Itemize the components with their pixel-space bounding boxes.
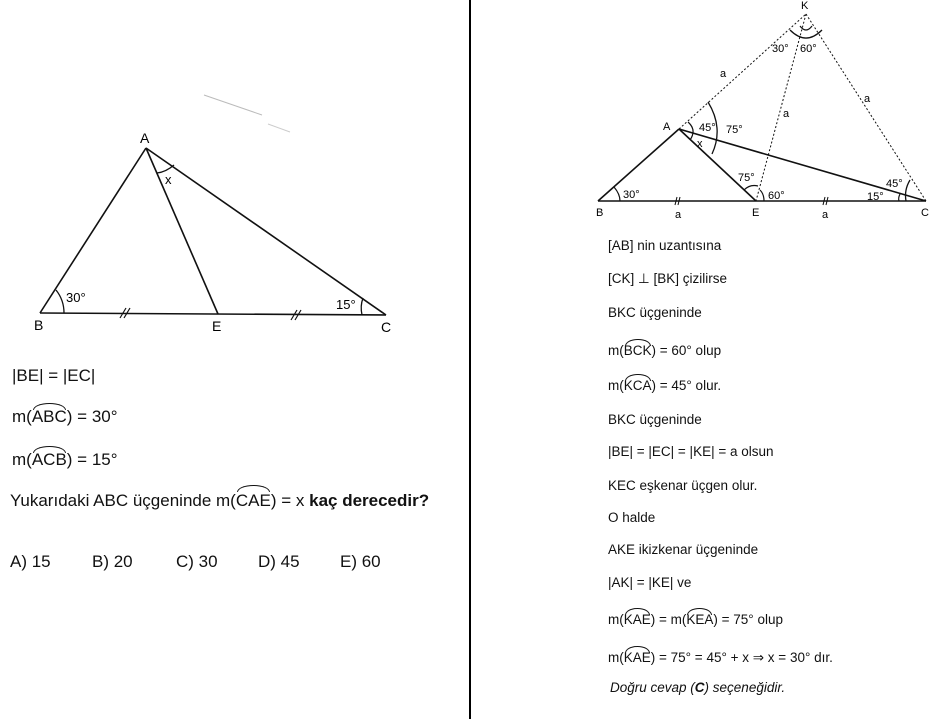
question-post: ) = x (270, 491, 305, 510)
label-e60: 60° (768, 190, 785, 202)
question-figure (0, 0, 469, 345)
dotted-kc (806, 14, 926, 201)
s12-arc: KAE (623, 612, 651, 627)
label-a-ke: a (783, 108, 790, 120)
s12-mid: ) = m( (650, 612, 687, 627)
answer-letter: C (694, 680, 705, 695)
angle-k-split (800, 26, 812, 30)
label-a-kc: a (864, 93, 871, 105)
given-acb-arc: ACB (31, 450, 67, 469)
s12-post: ) = 75° olup (713, 612, 783, 627)
given-abc-arc: ABC (31, 407, 67, 426)
s12-arc2: KEA (686, 612, 714, 627)
angle-c-arc2 (899, 194, 900, 201)
label-a-be: a (675, 209, 682, 221)
label-k60: 60° (800, 43, 817, 55)
label-c15: 15° (867, 191, 884, 203)
label-k30: 30° (772, 43, 789, 55)
label-x: x (697, 138, 703, 150)
question-bold: kaç derecedir? (309, 491, 430, 510)
given-be-ec: |BE| = |EC| (12, 366, 96, 385)
answer-statement (610, 680, 785, 695)
answer-post: ) seçeneğidir. (704, 680, 786, 695)
label-a45: 45° (699, 122, 716, 134)
option-b[interactable]: B) 20 (92, 552, 133, 571)
option-e[interactable]: E) 60 (340, 552, 381, 571)
label-a: A (663, 121, 671, 133)
s4-post: ) = 60° olup (651, 343, 722, 358)
solution-line-11: |AK| = |KE| ve (608, 575, 692, 590)
label-b: B (596, 207, 604, 219)
angle-c-arc (361, 298, 363, 315)
s4-arc: BCK (623, 343, 652, 358)
solution-line-2: [CK] ⊥ [BK] çizilirse (608, 271, 728, 286)
label-e: E (212, 318, 222, 334)
label-e75: 75° (738, 172, 755, 184)
solution-line-12 (608, 612, 783, 627)
solution-line-8: KEC eşkenar üçgen olur. (608, 478, 758, 493)
label-angle-b: 30° (66, 290, 86, 305)
angle-c-arc (906, 180, 911, 201)
label-k: K (801, 0, 809, 12)
s5-post: ) = 45° olur. (651, 378, 722, 393)
given-abc-pre: m( (12, 407, 32, 426)
label-a: A (140, 130, 150, 146)
label-a-ak: a (720, 68, 727, 80)
solution-line-10: AKE ikizkenar üçgeninde (608, 542, 759, 557)
given-acb-pre: m( (12, 450, 32, 469)
solution-line-13 (608, 650, 833, 666)
s5-pre: m( (608, 378, 624, 393)
label-c45: 45° (886, 178, 903, 190)
given-angle-acb (12, 450, 118, 470)
label-c: C (381, 319, 392, 335)
answer-pre: Doğru cevap ( (610, 680, 695, 695)
question-text (10, 489, 450, 512)
solution-line-1: [AB] nin uzantısına (608, 238, 722, 253)
given-angle-abc (12, 407, 118, 427)
s12-pre: m( (608, 612, 624, 627)
angle-b-arc (56, 290, 64, 313)
option-d[interactable]: D) 45 (258, 552, 300, 571)
label-b30: 30° (623, 189, 640, 201)
angle-b-arc (614, 187, 620, 201)
question-arc: CAE (235, 491, 271, 510)
given-acb-post: ) = 15° (66, 450, 118, 469)
side-ab (40, 148, 146, 313)
given-abc-post: ) = 30° (66, 407, 118, 426)
solution-line-7: |BE| = |EC| = |KE| = a olsun (608, 444, 774, 459)
s4-pre: m( (608, 343, 624, 358)
label-e: E (752, 207, 760, 219)
s13-pre: m( (608, 650, 624, 665)
solution-line-3: BKC üçgeninde (608, 305, 702, 320)
question-pre: Yukarıdaki ABC üçgeninde m( (10, 491, 236, 510)
angle-e-arc (744, 186, 758, 191)
label-x: x (165, 172, 172, 187)
side-bc (40, 313, 386, 315)
angle-e60-arc (760, 190, 764, 201)
label-c: C (921, 207, 929, 219)
solution-line-9: O halde (608, 510, 656, 525)
label-a-ec: a (822, 209, 829, 221)
label-angle-c: 15° (336, 297, 356, 312)
label-b: B (34, 317, 44, 333)
s13-post: ) = 75° = 45° + x ⇒ x = 30° dır. (650, 650, 833, 665)
s13-arc: KAE (623, 650, 651, 665)
label-a75: 75° (726, 124, 743, 136)
solution-line-5 (608, 378, 721, 393)
option-c[interactable]: C) 30 (176, 552, 218, 571)
solution-line-6: BKC üçgeninde (608, 412, 702, 427)
option-a[interactable]: A) 15 (10, 552, 51, 571)
s5-arc: KCA (623, 378, 652, 393)
solution-line-4 (608, 343, 721, 358)
solution-figure (471, 0, 935, 230)
